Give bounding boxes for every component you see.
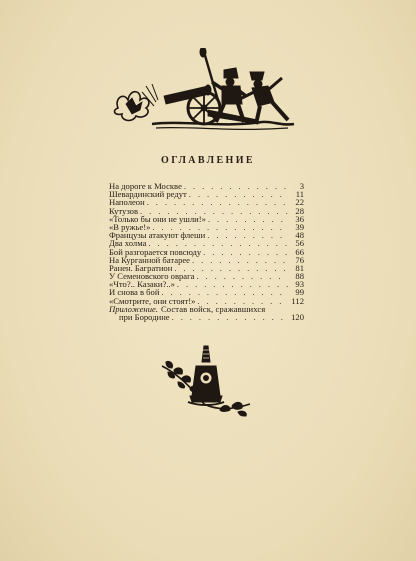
- toc-entry-title: Шевардинский редут: [109, 189, 187, 200]
- toc-entry-page: 66: [295, 246, 304, 257]
- toc-entry-title: У Семеновского оврага: [109, 271, 195, 282]
- toc-entry-page: 11: [295, 189, 304, 200]
- appendix-page: 120: [291, 312, 304, 322]
- toc-entry-page: 112: [291, 295, 304, 306]
- appendix-title-line1: Состав войск, сражавшихся: [160, 303, 266, 314]
- toc-heading: ОГЛАВЛЕНИЕ: [161, 155, 255, 166]
- toc-entry-title: Наполеон: [109, 197, 145, 208]
- appendix-title-line2: при Бородине: [119, 312, 170, 322]
- toc-entry-title: «Только бы они не ушли!»: [109, 213, 206, 224]
- cannon-battle-illustration: [112, 48, 298, 136]
- toc-entry-page: 36: [295, 213, 304, 224]
- dot-leader: [184, 182, 288, 190]
- toc-entry-page: 28: [295, 205, 304, 216]
- toc-entry-page: 93: [295, 279, 304, 290]
- toc-entry-page: 39: [295, 221, 304, 232]
- table-of-contents: [109, 182, 304, 321]
- dot-leader: [208, 215, 288, 223]
- dot-leader: [189, 190, 288, 198]
- dot-leader: [192, 256, 288, 264]
- toc-entry-title: Два холма: [109, 238, 147, 249]
- toc-entry-title: Французы атакуют флеши: [109, 230, 206, 241]
- appendix-label: Приложение.: [109, 303, 158, 314]
- dot-leader: [196, 272, 288, 280]
- toc-entry-page: 22: [295, 197, 304, 208]
- toc-entry-page: 56: [295, 238, 304, 249]
- toc-entry: [109, 198, 304, 206]
- toc-entry-title: «Что?.. Казаки?..»: [109, 279, 175, 290]
- dot-leader: [203, 248, 288, 256]
- dot-leader: [177, 280, 288, 288]
- toc-entry-page: 99: [295, 287, 304, 298]
- toc-entry-title: «В ружье!»: [109, 221, 151, 232]
- toc-entry-title: На Курганной батарее: [109, 254, 190, 265]
- toc-entry-title: Кутузов: [109, 205, 139, 216]
- dot-leader: [172, 313, 288, 321]
- toc-entry-page: 81: [295, 262, 304, 273]
- toc-entry-page: 76: [295, 254, 304, 265]
- toc-appendix-entry: [109, 305, 304, 321]
- shako-laurel-illustration: [158, 344, 254, 420]
- toc-entry-title: Ранен. Багратион: [109, 262, 173, 273]
- toc-entry-title: На дороге к Москве: [109, 181, 182, 191]
- toc-entry-page: 3: [299, 181, 304, 191]
- toc-entry-page: 48: [295, 230, 304, 241]
- toc-entry-title: И снова в бой: [109, 287, 160, 298]
- toc-entry-page: 88: [295, 271, 304, 282]
- dot-leader: [147, 198, 288, 206]
- toc-entry-title: «Смотрите, они стоят!»: [109, 295, 196, 306]
- dot-leader: [207, 231, 288, 239]
- toc-entry-title: Бой разгорается повсюду: [109, 246, 202, 257]
